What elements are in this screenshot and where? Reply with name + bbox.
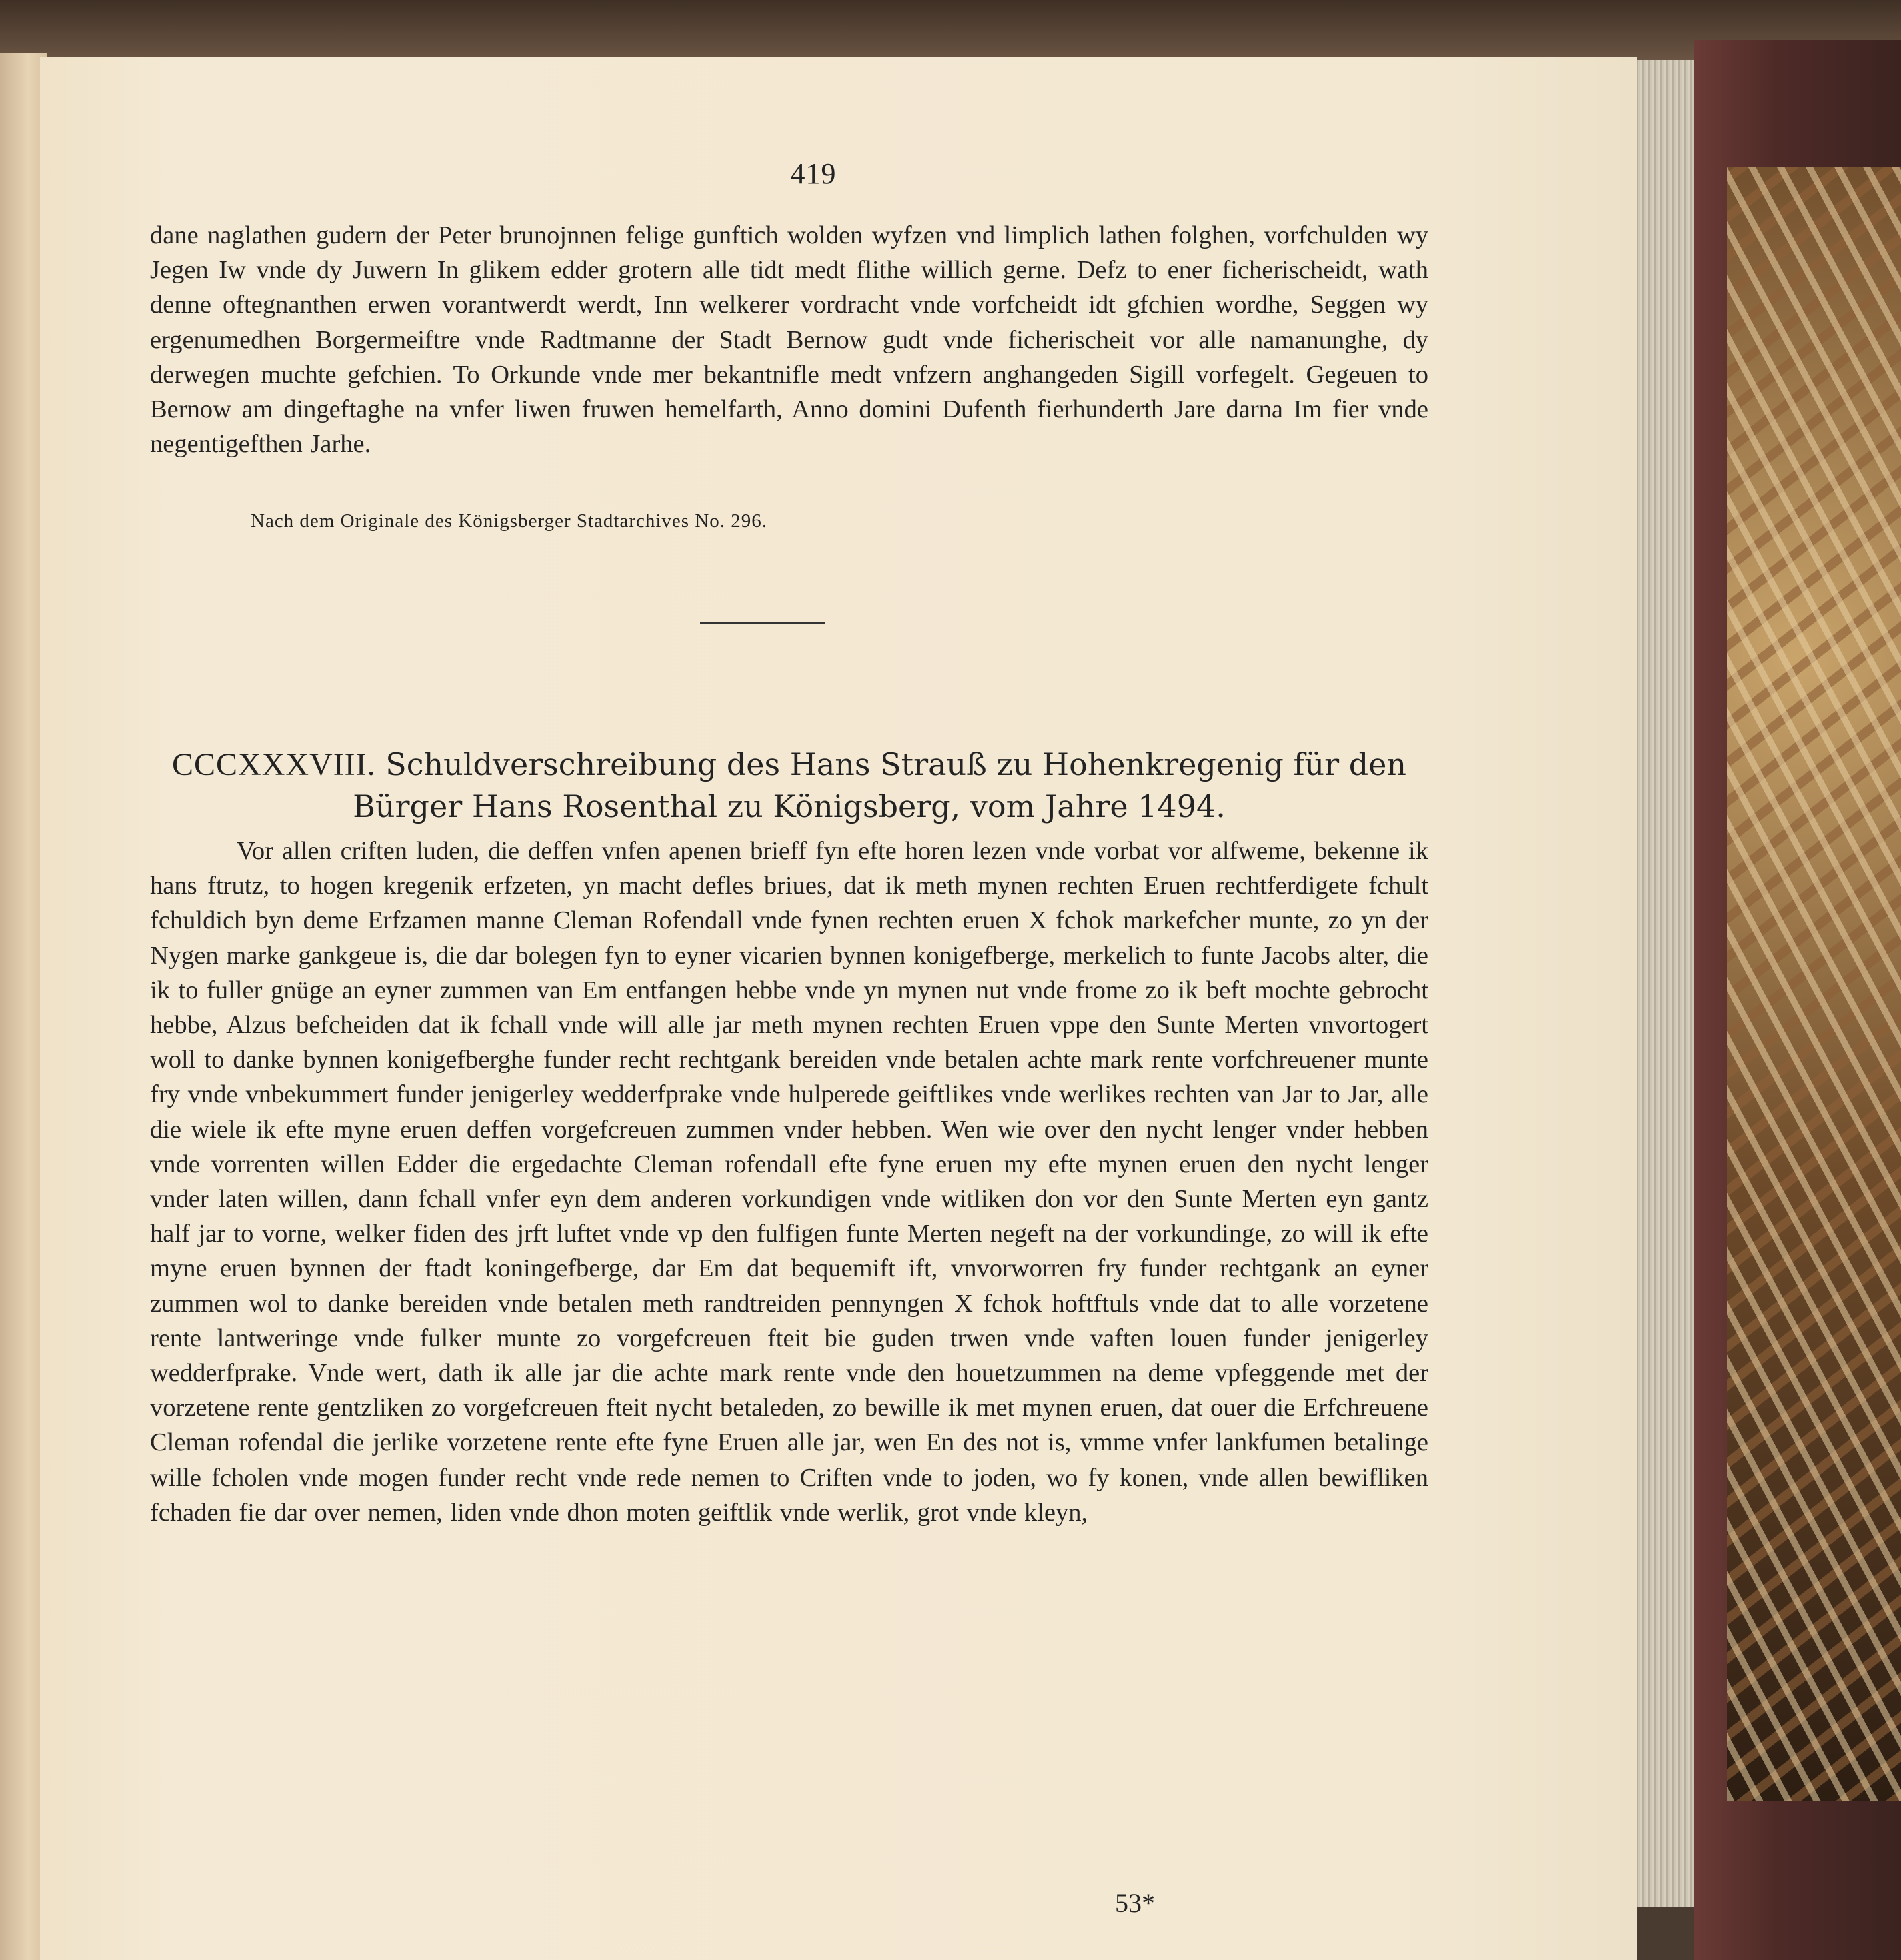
- book-page: [40, 57, 1637, 1960]
- paragraph: dane naglathen gudern der Peter brunojnnen felige gunftich wolden wyfzen vnd limplich lathen folghen, vorfchulden wy Jegen Iw vnde dy Juwern In glikem edder grotern alle tidt medt flithe willich gerne. Defz to ener ficherischeidt, wath denne oftegnanthen erwen vorantwerdt werdt, Inn welkerer vordracht vnde vorfcheidt idt gfchien wordhe, Seggen wy ergenumedhen Borgermeiftre vnde Radtmanne der Stadt Bernow gudt vnde ficherischeit vor alle namanunghe, dy derwegen muchte gefchien. To Orkunde vnde mer bekantnifle medt vnfzern anghangeden Sigill vorfegelt. Gegeuen to Bernow am dingeftaghe na vnfer liwen fruwen hemelfarth, Anno domini Dufenth fierhunderth Jare darna Im fier vnde negentigefthen Jarhe.: [150, 221, 1428, 459]
- printer-signature: 53*: [1115, 1888, 1155, 1918]
- source-note: Nach dem Originale des Königsberger Stadtarchives No. 296.: [251, 510, 768, 532]
- section-divider: [700, 622, 825, 624]
- page-number: 419: [790, 157, 837, 190]
- document-numeral: CCCXXXVIII.: [171, 747, 376, 782]
- document-text: [150, 834, 1428, 1530]
- paragraph: Vor allen criften luden, die deffen vnfen apenen brieff fyn efte horen lezen vnde vorbat vor alfweme, bekenne ik hans ftrutz, to hogen kregenik erfzeten, yn macht defles briues, dat ik meth mynen rechten Eruen rechtferdigete fchult fchuldich byn deme Erfzamen manne Cleman Rofendall vnde fynen rechten eruen X fchok markefcher munte, zo yn der Nygen marke gankgeue is, die dar bolegen fyn to eyner vicarien bynnen konigefberge, merkelich to funte Jacobs alter, die ik to fuller gnüge an eyner zummen van Em entfangen hebbe vnde yn mynen nut vnde frome zo ik beft mochte gebrocht hebbe, Alzus befcheiden dat ik fchall vnde will alle jar meth mynen rechten Eruen vppe den Sunte Merten vnvortogert woll to danke bynnen konigefberghe funder recht rechtgank bereiden vnde betalen achte mark rente vorfchreuener munte fry vnde vnbekummert funder jenigerley wedderfprake vnde hulperede geiftlikes vnde werlikes rechten van Jar to Jar, alle die wiele ik efte myne eruen deffen vorgefcreuen zummen vnder hebben. Wen wie over den nycht lenger vnder hebben vnde vorrenten willen Edder die ergedachte Cleman rofendall efte fyne eruen my efte mynen eruen den nycht lenger vnder laten willen, dann fchall vnfer eyn dem anderen vorkundigen vnde witliken don vor den Sunte Merten eyn gantz half jar to vorne, welker fiden des jrft luftet vnde vp den fulfigen funte Merten negeft na der vorkundinge, zo will ik efte myne eruen bynnen der ftadt koningefberge, dar Em dat bequemift ift, vnvorworren fry funder rechtgank an eyner zummen wol to danke bereiden vnde betalen meth randtreiden pennyngen X fchok hoftftuls vnde dat to alle vorzetene rente lantweringe vnde fulker munte zo vorgefcreuen fteit bie guden trwen vnde vaften louen funder jenigerley wedderfprake. Vnde wert, dath ik alle jar die achte mark rente vnde den houetzummen na deme vpfeggende met der vorzetene rente gentzliken zo vorgefcreuen fteit nycht betaleden, zo bewille ik met mynen eruen, dat ouer die Erfchreuene Cleman rofendal die jerlike vorzetene rente efte fyne Eruen alle jar, wen En des not is, vmme vnfer lankfumen betalinge wille fcholen vnde mogen funder recht vnde rede nemen to Criften vnde to joden, wo fy konen, vnde allen bewifliken fchaden fie dar over nemen, liden vnde dhon moten geiftlik vnde werlik, grot vnde kleyn,: [150, 837, 1428, 1527]
- document-title: Schuldverschreibung des Hans Strauß zu Hohenkregenig für den Bürger Hans Rosenthal zu Königsberg, vom Jahre 1494.: [353, 746, 1407, 824]
- marbled-endpaper: [1727, 167, 1901, 1801]
- book-cover-top: [0, 0, 1901, 60]
- continued-document-text: [150, 218, 1428, 461]
- page-edges: [1634, 60, 1694, 1907]
- document-heading: [150, 744, 1428, 827]
